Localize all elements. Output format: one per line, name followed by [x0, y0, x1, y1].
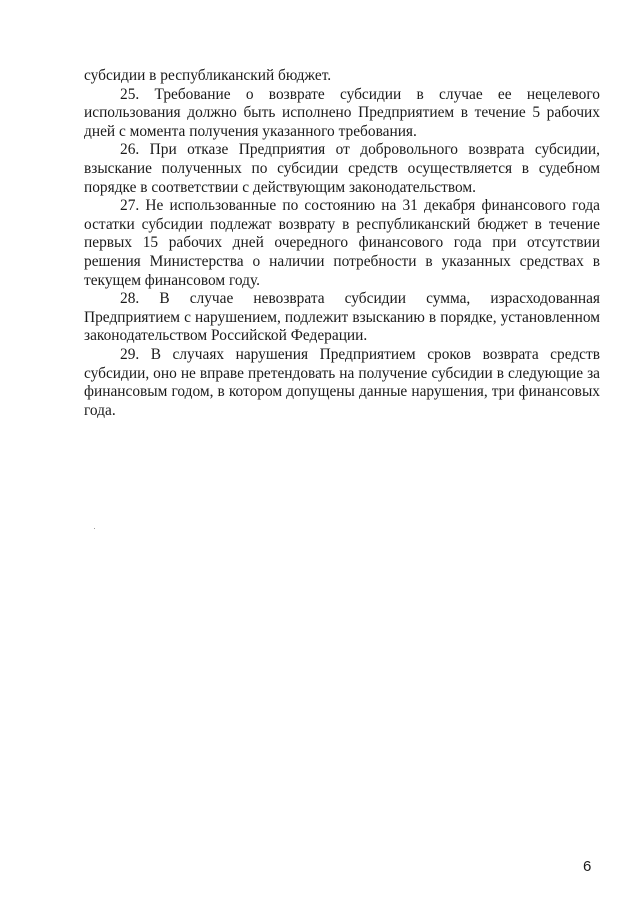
paragraph-29: 29. В случаях нарушения Предприятием сроков возврата средств субсидии, оно не вправе претендовать на получение субсидии в следующие за финансовым годом, в котором допущены данные нарушения, три финансовых года.	[84, 345, 600, 419]
document-body	[84, 67, 600, 420]
scan-speck	[94, 528, 95, 529]
paragraph-continuation: субсидии в республиканский бюджет.	[84, 67, 332, 84]
paragraph-25: 25. Требование о возврате субсидии в случае ее нецелевого использования должно быть исполнено Предприятием в течение 5 рабочих дней с момента получения указанного требования.	[84, 85, 600, 140]
paragraph-27: 27. Не использованные по состоянию на 31 декабря финансового года остатки субсидии подлежат возврату в республиканский бюджет в течение первых 15 рабочих дней очередного финансового года при отсутствии решения Министерства о наличии потребности в указанных средствах в текущем финансовом году.	[84, 197, 600, 289]
paragraph-28: 28. В случае невозврата субсидии сумма, израсходованная Предприятием с нарушением, подлежит взысканию в порядке, установленном законодательством Российской Федерации.	[84, 290, 600, 345]
paragraph-26: 26. При отказе Предприятия от добровольного возврата субсидии, взыскание полученных по субсидии средств осуществляется в судебном порядке в соответствии с действующим законодательством.	[84, 141, 600, 196]
page-number: 6	[583, 858, 592, 875]
